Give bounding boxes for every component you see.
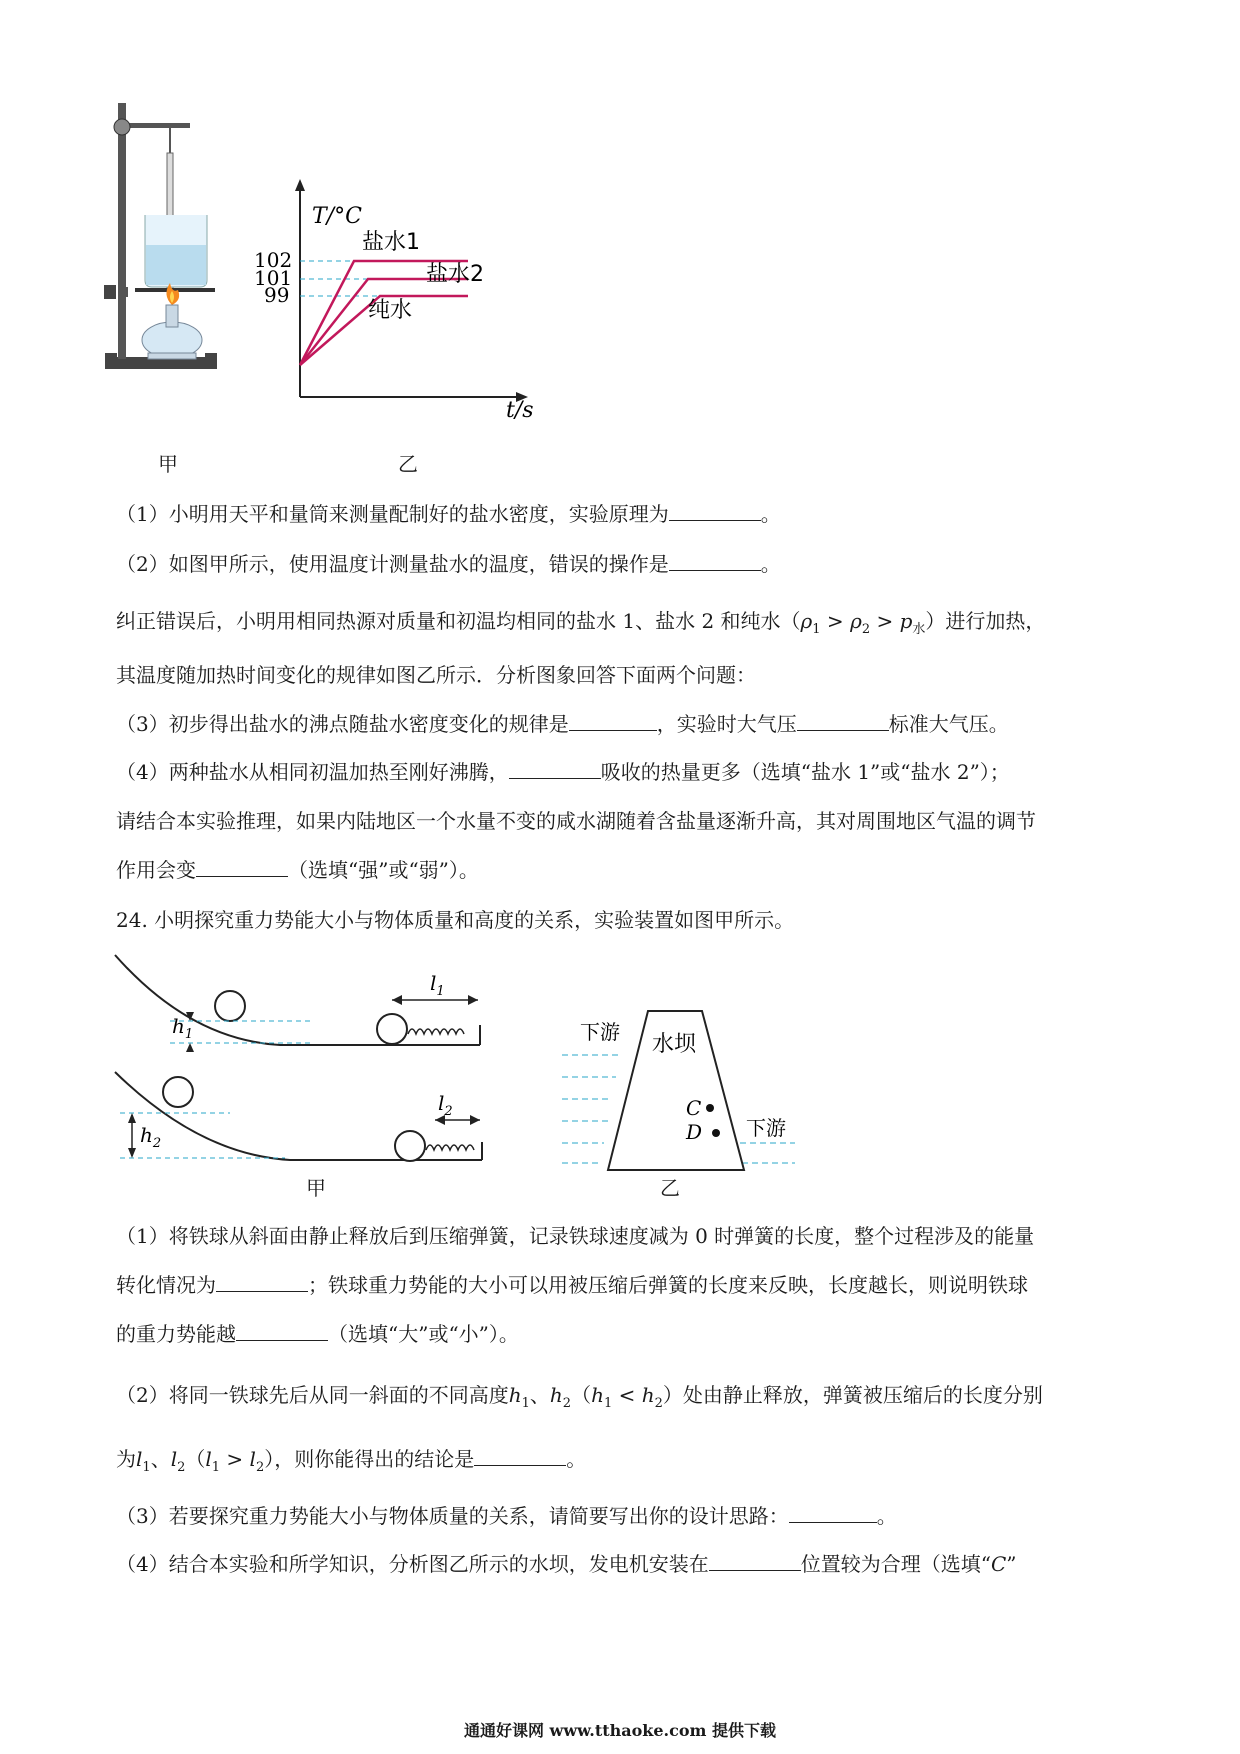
svg-text:l2: $l_2$ [438, 1091, 453, 1119]
page-footer: 通通好课网 www.tthaoke.com 提供下载 [463, 1721, 777, 1740]
q23-part4: （4）两种盐水从相同初温加热至刚好沸腾， 吸收的热量更多（选填“盐水 1”或“盐水 2”）； [116, 760, 1010, 784]
q23-part2: （2）如图甲所示，使用温度计测量盐水的温度，错误的操作是 。 [116, 552, 781, 576]
svg-text:T/°C [312, 204, 362, 229]
axis-x-label: t/s [506, 398, 534, 423]
label-l1: l [430, 971, 437, 995]
figure-incline [110, 950, 510, 1200]
svg-text:l1: $l_1$ [430, 971, 445, 999]
q23-intro-b: 其温度随加热时间变化的规律如图乙所示．分析图象回答下面两个问题： [116, 663, 756, 687]
q23-part3: （3）初步得出盐水的沸点随盐水密度变化的规律是 ，实验时大气压 标准大气压。 [116, 712, 1009, 736]
tick-99: 99 [264, 283, 290, 307]
q24-title: 24. 小明探究重力势能大小与物体质量和高度的关系，实验装置如图甲所示。 [116, 908, 795, 932]
point-c-label: C [686, 1096, 702, 1120]
q24-part1-b: 转化情况为 ；铁球重力势能的大小可以用被压缩后弹簧的长度来反映，长度越长，则说明铁球 [116, 1273, 1028, 1297]
tick-102: 102 [254, 248, 293, 272]
q23-part4-c: 作用会变 （选填“强”或“弱”）。 [116, 858, 479, 882]
q24-part2-b: 为$l_1$、$l_2(l_1 > l_2)$，则你能得出的结论是 。 [116, 1447, 587, 1475]
q24-part3: （3）若要探究重力势能大小与物体质量的关系，请简要写出你的设计思路： 。 [116, 1504, 897, 1528]
svg-text:h2: $h_2$ [140, 1123, 162, 1151]
downstream-label: 下游 [746, 1116, 786, 1140]
figure-caption-yi: 乙 [398, 452, 418, 476]
dam-label: 水坝 [652, 1032, 697, 1057]
figure-dam [560, 1005, 810, 1175]
svg-text:h1: $h_1$ [172, 1014, 194, 1042]
q24-part2-a: （2）将同一铁球先后从同一斜面的不同高度$h_1$、$h_2(h_1 < h_2)$处由静止释放，弹簧被压缩后的长度分别 [116, 1383, 1043, 1411]
series-label-water: 纯水 [368, 298, 413, 323]
q24-part1-a: （1）将铁球从斜面由静止释放后到压缩弹簧，记录铁球速度减为 0 时弹簧的长度，整个过程涉及的能量 [116, 1224, 1035, 1248]
point-d-label: D [686, 1120, 703, 1144]
figure2-caption-jia: 甲 [306, 1176, 326, 1200]
series-label-brine1: 盐水1 [362, 230, 420, 255]
q23-part4-b: 请结合本实验推理，如果内陆地区一个水量不变的咸水湖随着含盐量逐渐升高，其对周围地区气温的调节 [116, 809, 1036, 833]
label-l2: l [438, 1091, 445, 1115]
axis-y-label: T/°C [312, 204, 362, 229]
label-h1: h [172, 1014, 185, 1038]
q24-part4: （4）结合本实验和所学知识，分析图乙所示的水坝，发电机安装在 位置较为合理（选填“C” [116, 1552, 1017, 1576]
figure-temperature-graph [250, 175, 550, 435]
figure2-caption-yi: 乙 [660, 1176, 680, 1200]
q24-part1-c: 的重力势能越 （选填“大”或“小”）。 [116, 1322, 519, 1346]
figure-apparatus [100, 95, 240, 425]
tick-101: 101 [254, 266, 293, 290]
label-h2: h [140, 1123, 153, 1147]
q23-part1: （1）小明用天平和量筒来测量配制好的盐水密度，实验原理为 。 [116, 502, 781, 526]
series-label-brine2: 盐水2 [426, 262, 484, 287]
figure-caption-jia: 甲 [158, 452, 178, 476]
upstream-label: 下游 [580, 1020, 620, 1044]
q23-intro-a: 纠正错误后，小明用相同热源对质量和初温均相同的盐水 1、盐水 2 和纯水$(\rho_1 > \rho_2 > p_水)$进行加热， [116, 609, 1046, 637]
